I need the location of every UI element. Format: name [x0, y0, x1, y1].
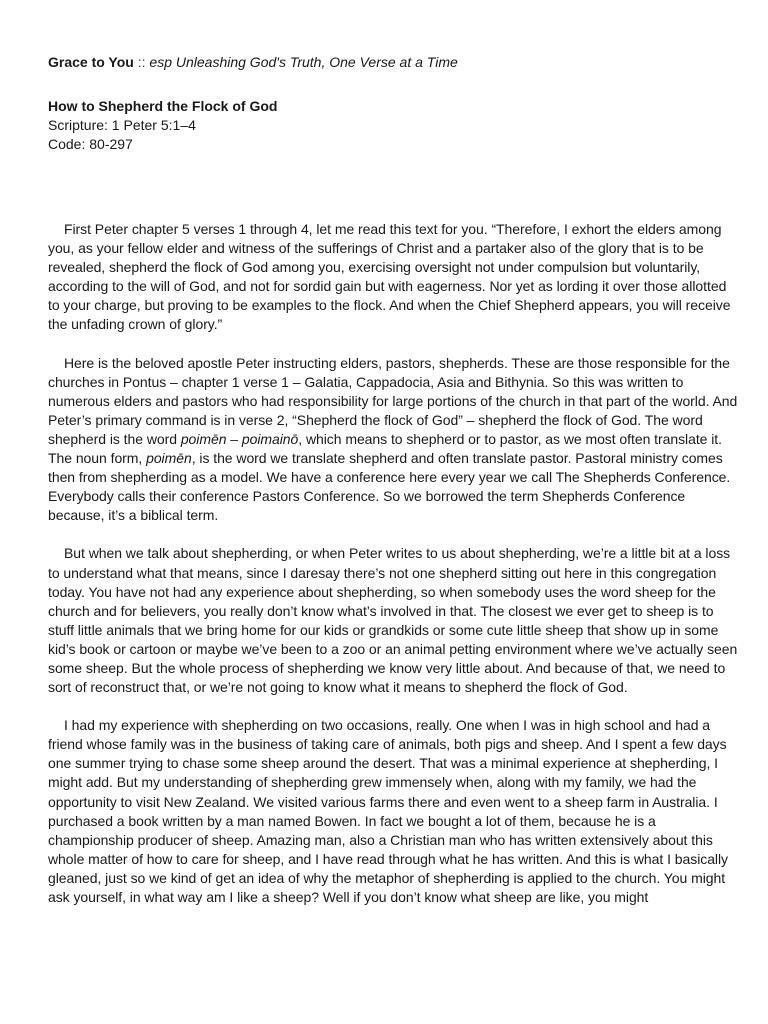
body-paragraph — [48, 354, 738, 526]
sermon-body — [48, 220, 738, 926]
paragraph-text: I had my experience with shepherding on two occasions, really. One when I was in high school and had a friend whose family was in the business of taking care of animals, both pigs and sheep. And I spent a few days one summer trying to chase some sheep around the desert. That was a minimal experience at shepherding, I might add. But my understanding of shepherding grew immensely when, along with my family, we had the opportunity to visit New Zealand. We visited various farms there and even went to a sheep farm in Australia. I purchased a book written by a man named Bowen. In fact we bought a lot of them, because he is a championship producer of sheep. Amazing man, also a Christian man who has written extensively about this whole matter of how to care for sheep, and I have read through what he has written. And this is what I basically gleaned, just so we kind of get an idea of why the metaphor of shepherding is applied to the church. You might ask yourself, in what way am I like a sheep? Well if you don’t know what sheep are like, you might — [48, 717, 729, 905]
sermon-title: How to Shepherd the Flock of God — [48, 98, 278, 114]
body-paragraph — [48, 220, 738, 335]
body-paragraph — [48, 716, 738, 907]
italic-term: poimēn – poimainō — [180, 430, 299, 447]
italic-term: poimēn — [146, 450, 192, 467]
paragraph-text: , which means to shepherd or to pastor, as we most often translate it. The noun form, — [48, 430, 722, 467]
document-header — [48, 52, 732, 154]
header-separator: :: — [133, 54, 150, 70]
paragraph-text: , is the word we translate shepherd and often translate pastor. Pastoral ministry comes then from shepherding as a model. We have a conference here every year we call The Shepherds Conference. Everybody calls their conference Pastors Conference. So we borrowed the term Shepherds Conference because, it’s a biblical term. — [48, 450, 731, 524]
site-tagline: esp Unleashing God's Truth, One Verse at a Time — [149, 54, 458, 70]
body-paragraph — [48, 544, 738, 697]
site-header — [48, 52, 732, 72]
scripture-reference: Scripture: 1 Peter 5:1–4 — [48, 117, 196, 133]
brand-name: Grace to You — [48, 54, 134, 70]
paragraph-text: Here is the beloved apostle Peter instructing elders, pastors, shepherds. These are those responsible for the churches in Pontus – chapter 1 verse 1 – Galatia, Cappadocia, Asia and Bithynia. So this was written to numerous elders and pastors who had responsibility for large portions of the church in that part of the world. And Peter’s primary command is in verse 2, “Shepherd the flock of God” – shepherd the flock of God. The word shepherd is the word — [48, 354, 738, 447]
paragraph-text: But when we talk about shepherding, or when Peter writes to us about shepherding, we’re a little bit at a loss to understand what that means, since I daresay there’s not one shepherd sitting out here in this congregation today. You have not had any experience about shepherding, so when somebody uses the word sheep for the church and for believers, you really don’t know what’s involved in that. The closest we ever get to sheep is to stuff little animals that we bring home for our kids or grandkids or some cute little sheep that show up in some kid’s book or cartoon or maybe we’ve been to a zoo or an animal petting environment where we’ve actually seen some sheep. But the whole process of shepherding we know very little about. And because of that, we need to sort of reconstruct that, or we’re not going to know what it means to shepherd the flock of God. — [48, 545, 738, 696]
paragraph-text: First Peter chapter 5 verses 1 through 4, let me read this text for you. “Therefore, I exhort the elders among you, as your fellow elder and witness of the sufferings of Christ and a partaker also of the glory that is to be revealed, shepherd the flock of God among you, exercising oversight not under compulsion but voluntarily, according to the will of God, and not for sordid gain but with eagerness. Nor yet as lording it over those allotted to your charge, but proving to be examples to the flock. And when the Chief Shepherd appears, you will receive the unfading crown of glory.” — [48, 221, 731, 333]
sermon-code: Code: 80-297 — [48, 136, 133, 152]
